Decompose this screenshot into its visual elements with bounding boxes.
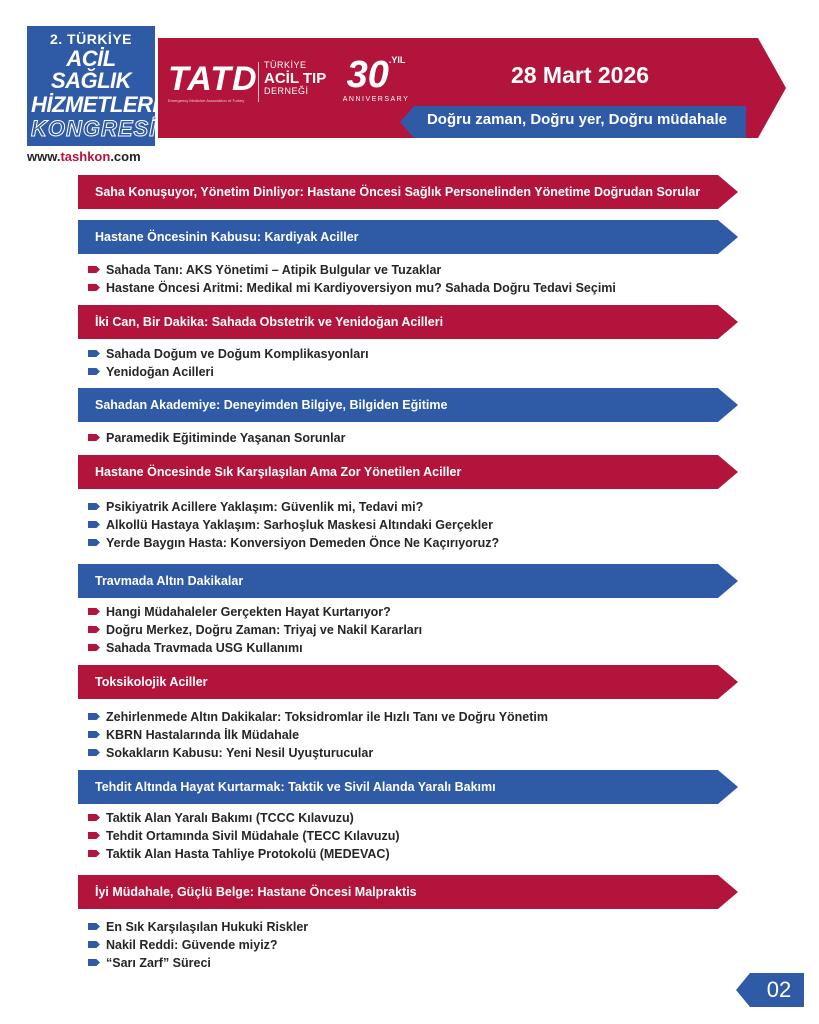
section-header [78, 388, 738, 422]
list-item-text: Hastane Öncesi Aritmi: Medikal mi Kardiyoversiyon mu? Sahada Doğru Tedavi Seçimi [106, 281, 616, 295]
list-item [88, 744, 373, 762]
tatd-logo: TATD [168, 60, 258, 98]
section-title: İyi Müdahale, Güçlü Belge: Hastane Öncesi Malpraktis [95, 885, 417, 899]
list-item-text: En Sık Karşılaşılan Hukuki Riskler [106, 920, 309, 934]
list-item [88, 603, 391, 621]
bullet-marker [88, 644, 100, 651]
list-item [88, 708, 548, 726]
list-item-text: Sahada Travmada USG Kullanımı [106, 641, 303, 655]
congress-logo-line: ACİL SAĞLIK [50, 46, 132, 93]
list-item-text: Nakil Reddi: Güvende miyiz? [106, 938, 278, 952]
association-name-line: ACİL TIP [264, 70, 327, 87]
congress-logo [27, 26, 158, 146]
section-title: Travmada Altın Dakikalar [95, 574, 244, 588]
bullet-marker [88, 503, 100, 510]
bullet-marker [88, 850, 100, 857]
list-item-text: Taktik Alan Hasta Tahliye Protokolü (MEDEVAC) [106, 847, 390, 861]
list-item-text: Yerde Baygın Hasta: Konversiyon Demeden Önce Ne Kaçırıyoruz? [106, 536, 500, 550]
list-item-text: Hangi Müdahaleler Gerçekten Hayat Kurtarıyor? [106, 605, 391, 619]
tatd-tagline: Emergency Medicine Association of Turkey [168, 98, 245, 103]
association-name-line: DERNEĞİ [264, 86, 309, 96]
bullet-marker [88, 923, 100, 930]
list-item [88, 639, 303, 657]
section-header [78, 305, 738, 339]
bullet-marker [88, 521, 100, 528]
bullet-marker [88, 941, 100, 948]
list-item-text: Paramedik Eğitiminde Yaşanan Sorunlar [106, 431, 346, 445]
section-title: Saha Konuşuyor, Yönetim Dinliyor: Hastane Öncesi Sağlık Personelinden Yönetime Doğrudan Sorular [95, 185, 701, 199]
bullet-marker [88, 368, 100, 375]
list-item [88, 363, 214, 381]
list-item-text: KBRN Hastalarında İlk Müdahale [106, 728, 300, 742]
list-item [88, 261, 441, 279]
list-item-text: Alkollü Hastaya Yaklaşım: Sarhoşluk Maskesi Altındaki Gerçekler [106, 518, 493, 532]
list-item-text: Psikiyatrik Acillere Yaklaşım: Güvenlik mi, Tedavi mi? [106, 500, 424, 514]
list-item-text: Sahada Tanı: AKS Yönetimi – Atipik Bulgular ve Tuzaklar [106, 263, 442, 277]
list-item [88, 534, 499, 552]
list-item-text: Sahada Doğum ve Doğum Komplikasyonları [106, 347, 369, 361]
section-header [78, 665, 738, 699]
congress-logo-line: KONGRESİ [31, 116, 157, 141]
congress-logo-line: 2. TÜRKİYE [49, 31, 132, 47]
section-header [78, 875, 738, 909]
list-item [88, 621, 422, 639]
bullet-marker [88, 626, 100, 633]
section-header [78, 455, 738, 489]
website-prefix: www. [27, 149, 61, 164]
list-item [88, 918, 308, 936]
section-title: Toksikolojik Aciller [95, 675, 208, 689]
anniversary-badge [340, 56, 412, 103]
association-name-line: TÜRKİYE [264, 60, 307, 70]
event-date: 28 Mart 2026 [510, 62, 650, 88]
list-item-text: Tehdit Ortamında Sivil Müdahale (TECC Kılavuzu) [106, 829, 400, 843]
slogan: Doğru zaman, Doğru yer, Doğru müdahale [426, 111, 728, 128]
list-item-text: Doğru Merkez, Doğru Zaman: Triyaj ve Nakil Kararları [106, 623, 423, 637]
section-title: İki Can, Bir Dakika: Sahada Obstetrik ve Yenidoğan Acilleri [95, 315, 444, 329]
list-item [88, 827, 400, 845]
bullet-marker [88, 814, 100, 821]
list-item-text: Yenidoğan Acilleri [106, 365, 214, 379]
bullet-marker [88, 749, 100, 756]
section-title: Sahadan Akademiye: Deneyimden Bilgiye, Bilgiden Eğitime [95, 398, 448, 412]
association-name [264, 61, 326, 96]
page-number: 02 [766, 977, 792, 1002]
bullet-marker [88, 832, 100, 839]
section-title: Hastane Öncesinin Kabusu: Kardiyak Aciller [95, 230, 359, 244]
list-item [88, 279, 616, 297]
list-item-text: “Sarı Zarf” Süreci [106, 956, 211, 970]
bullet-marker [88, 434, 100, 441]
list-item [88, 936, 278, 954]
bullet-marker [88, 284, 100, 291]
list-item [88, 726, 299, 744]
list-item [88, 954, 211, 972]
list-item-text: Taktik Alan Yaralı Bakımı (TCCC Kılavuzu) [106, 811, 354, 825]
section-title: Tehdit Altında Hayat Kurtarmak: Taktik ve Sivil Alanda Yaralı Bakımı [95, 780, 496, 794]
anniversary-number: 30 [346, 54, 389, 96]
list-item [88, 498, 423, 516]
bullet-marker [88, 731, 100, 738]
list-item [88, 345, 369, 363]
anniversary-suffix: .YIL [388, 55, 406, 65]
bullet-marker [88, 350, 100, 357]
section-header [78, 220, 738, 254]
bullet-marker [88, 266, 100, 273]
bullet-marker [88, 539, 100, 546]
list-item-text: Sokakların Kabusu: Yeni Nesil Uyuşturucular [106, 746, 374, 760]
list-item-text: Zehirlenmede Altın Dakikalar: Toksidromlar ile Hızlı Tanı ve Doğru Yönetim [106, 710, 549, 724]
anniversary-label: ANNIVERSARY [342, 96, 410, 103]
section-header [78, 770, 738, 804]
logo-divider [258, 62, 259, 102]
section-title: Hastane Öncesinde Sık Karşılaşılan Ama Zor Yönetilen Aciller [95, 465, 462, 479]
website-suffix: .com [110, 149, 141, 164]
website-link[interactable] [27, 149, 141, 164]
section-header [78, 564, 738, 598]
bullet-marker [88, 959, 100, 966]
section-header [78, 175, 738, 209]
list-item [88, 845, 390, 863]
list-item [88, 809, 354, 827]
list-item [88, 429, 345, 447]
bullet-marker [88, 713, 100, 720]
website-domain: tashkon [60, 149, 111, 164]
congress-logo-line: HİZMETLERİ [31, 92, 158, 117]
list-item [88, 516, 493, 534]
bullet-marker [88, 608, 100, 615]
